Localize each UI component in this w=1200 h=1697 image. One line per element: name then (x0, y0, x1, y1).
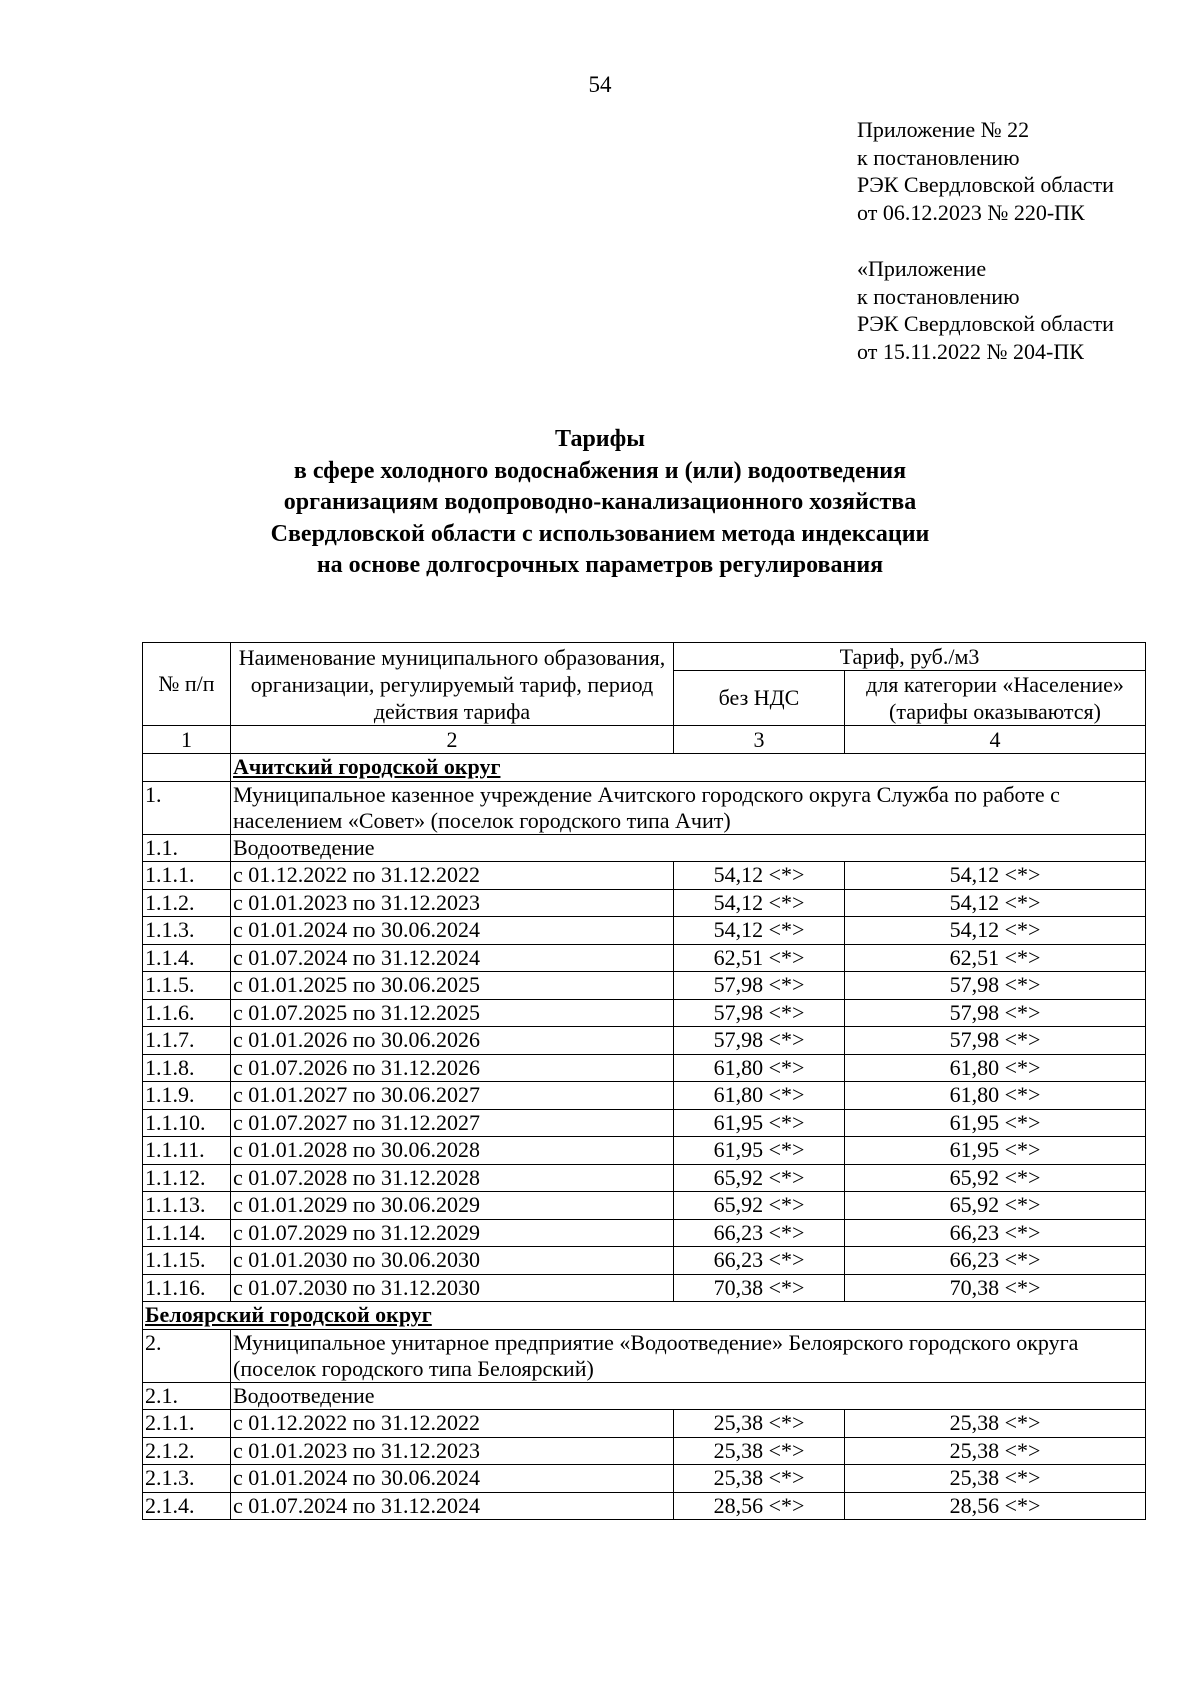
row-number: 1.1.2. (143, 889, 231, 917)
tariff-no-vat: 57,98 <*> (674, 972, 845, 1000)
tariff-period: с 01.01.2026 по 30.06.2026 (231, 1027, 674, 1055)
row-number: 1.1.8. (143, 1054, 231, 1082)
tariff-period: с 01.01.2024 по 30.06.2024 (231, 1465, 674, 1493)
tariff-period: с 01.07.2025 по 31.12.2025 (231, 999, 674, 1027)
tariff-row (143, 1192, 1146, 1220)
tariff-period: с 01.07.2026 по 31.12.2026 (231, 1054, 674, 1082)
organization-row (143, 1329, 1146, 1382)
tariff-no-vat: 61,80 <*> (674, 1054, 845, 1082)
appendix-line: к постановлению (857, 144, 1020, 170)
tariff-period: с 01.07.2029 по 31.12.2029 (231, 1219, 674, 1247)
tariff-row (143, 1410, 1146, 1438)
tariff-population: 54,12 <*> (845, 917, 1146, 945)
document-title (0, 424, 1200, 582)
header-row (143, 643, 1146, 671)
page-number: 54 (588, 72, 612, 97)
tariff-row (143, 1027, 1146, 1055)
row-number: 2.1.3. (143, 1465, 231, 1493)
appendix-line: к постановлению (857, 283, 1020, 309)
tariff-no-vat: 57,98 <*> (674, 1027, 845, 1055)
row-number: 1.1.7. (143, 1027, 231, 1055)
tariff-no-vat: 61,95 <*> (674, 1109, 845, 1137)
tariff-table-body (143, 643, 1146, 1520)
appendix-line: от 15.11.2022 № 204-ПК (857, 338, 1084, 364)
service-name: Водоотведение (231, 834, 1146, 862)
tariff-population: 61,95 <*> (845, 1137, 1146, 1165)
row-number: 1.1.15. (143, 1247, 231, 1275)
tariff-population: 66,23 <*> (845, 1247, 1146, 1275)
row-number: 1.1.14. (143, 1219, 231, 1247)
row-number: 1.1.13. (143, 1192, 231, 1220)
tariff-population: 61,80 <*> (845, 1054, 1146, 1082)
section-title: Белоярский городской округ (143, 1302, 1146, 1330)
tariff-population: 25,38 <*> (845, 1437, 1146, 1465)
header-num: № п/п (143, 643, 231, 726)
title-line: Тарифы (555, 426, 645, 452)
section-title-row (143, 754, 1146, 782)
tariff-no-vat: 54,12 <*> (674, 862, 845, 890)
tariff-no-vat: 25,38 <*> (674, 1437, 845, 1465)
tariff-table (142, 642, 1146, 1520)
tariff-period: с 01.01.2023 по 31.12.2023 (231, 889, 674, 917)
tariff-row (143, 1247, 1146, 1275)
tariff-period: с 01.01.2029 по 30.06.2029 (231, 1192, 674, 1220)
column-number: 3 (674, 726, 845, 754)
tariff-population: 25,38 <*> (845, 1465, 1146, 1493)
tariff-period: с 01.01.2028 по 30.06.2028 (231, 1137, 674, 1165)
tariff-row (143, 1219, 1146, 1247)
organization-name: Муниципальное казенное учреждение Ачитского городского округа Служба по работе с населением «Совет» (поселок городского типа Ачит) (231, 781, 1146, 834)
service-row (143, 1382, 1146, 1410)
tariff-row (143, 1082, 1146, 1110)
tariff-population: 54,12 <*> (845, 889, 1146, 917)
tariff-population: 25,38 <*> (845, 1410, 1146, 1438)
tariff-period: с 01.07.2028 по 31.12.2028 (231, 1164, 674, 1192)
row-number: 1.1.12. (143, 1164, 231, 1192)
row-number: 1.1.6. (143, 999, 231, 1027)
tariff-row (143, 972, 1146, 1000)
service-num: 1.1. (143, 834, 231, 862)
tariff-no-vat: 65,92 <*> (674, 1164, 845, 1192)
organization-num: 2. (143, 1329, 231, 1382)
tariff-period: с 01.12.2022 по 31.12.2022 (231, 1410, 674, 1438)
tariff-period: с 01.07.2027 по 31.12.2027 (231, 1109, 674, 1137)
tariff-row (143, 1109, 1146, 1137)
organization-name: Муниципальное унитарное предприятие «Водоотведение» Белоярского городского округа (поселок городского типа Белоярский) (231, 1329, 1146, 1382)
tariff-population: 28,56 <*> (845, 1492, 1146, 1520)
tariff-row (143, 917, 1146, 945)
appendix-line: РЭК Свердловской области (857, 172, 1114, 197)
tariff-population: 57,98 <*> (845, 999, 1146, 1027)
tariff-row (143, 1164, 1146, 1192)
tariff-population: 66,23 <*> (845, 1219, 1146, 1247)
row-number: 1.1.1. (143, 862, 231, 890)
tariff-no-vat: 25,38 <*> (674, 1410, 845, 1438)
tariff-period: с 01.01.2027 по 30.06.2027 (231, 1082, 674, 1110)
tariff-population: 70,38 <*> (845, 1274, 1146, 1302)
tariff-population: 57,98 <*> (845, 1027, 1146, 1055)
row-number: 1.1.10. (143, 1109, 231, 1137)
row-number: 2.1.2. (143, 1437, 231, 1465)
organization-num: 1. (143, 781, 231, 834)
title-line: организациям водопроводно-канализационного хозяйства (283, 489, 917, 515)
row-number: 1.1.11. (143, 1137, 231, 1165)
tariff-no-vat: 66,23 <*> (674, 1219, 845, 1247)
tariff-no-vat: 28,56 <*> (674, 1492, 845, 1520)
tariff-no-vat: 70,38 <*> (674, 1274, 845, 1302)
organization-row (143, 781, 1146, 834)
tariff-no-vat: 61,80 <*> (674, 1082, 845, 1110)
tariff-row (143, 862, 1146, 890)
tariff-row (143, 1437, 1146, 1465)
row-number: 1.1.4. (143, 944, 231, 972)
header-name: Наименование муниципального образования, организации, регулируемый тариф, период действия тарифа (231, 643, 674, 726)
tariff-row (143, 944, 1146, 972)
row-number: 1.1.5. (143, 972, 231, 1000)
tariff-period: с 01.07.2024 по 31.12.2024 (231, 944, 674, 972)
appendix-reference (857, 116, 1114, 226)
tariff-no-vat: 25,38 <*> (674, 1465, 845, 1493)
tariff-period: с 01.07.2024 по 31.12.2024 (231, 1492, 674, 1520)
tariff-population: 65,92 <*> (845, 1164, 1146, 1192)
tariff-no-vat: 61,95 <*> (674, 1137, 845, 1165)
tariff-period: с 01.07.2030 по 31.12.2030 (231, 1274, 674, 1302)
tariff-population: 65,92 <*> (845, 1192, 1146, 1220)
tariff-no-vat: 54,12 <*> (674, 889, 845, 917)
tariff-population: 62,51 <*> (845, 944, 1146, 972)
tariff-no-vat: 54,12 <*> (674, 917, 845, 945)
tariff-period: с 01.01.2025 по 30.06.2025 (231, 972, 674, 1000)
tariff-period: с 01.01.2030 по 30.06.2030 (231, 1247, 674, 1275)
service-row (143, 834, 1146, 862)
tariff-population: 61,80 <*> (845, 1082, 1146, 1110)
tariff-no-vat: 57,98 <*> (674, 999, 845, 1027)
column-number: 4 (845, 726, 1146, 754)
header-no-vat: без НДС (674, 671, 845, 726)
row-number: 1.1.9. (143, 1082, 231, 1110)
tariff-row (143, 1054, 1146, 1082)
tariff-no-vat: 66,23 <*> (674, 1247, 845, 1275)
tariff-period: с 01.12.2022 по 31.12.2022 (231, 862, 674, 890)
tariff-no-vat: 65,92 <*> (674, 1192, 845, 1220)
tariff-period: с 01.01.2024 по 30.06.2024 (231, 917, 674, 945)
tariff-row (143, 889, 1146, 917)
header-population: для категории «Население» (тарифы оказываются) (845, 671, 1146, 726)
tariff-population: 54,12 <*> (845, 862, 1146, 890)
tariff-row (143, 1137, 1146, 1165)
title-line: на основе долгосрочных параметров регулирования (316, 552, 884, 578)
header-tariff: Тариф, руб./м3 (674, 643, 1146, 671)
section-title-row (143, 1302, 1146, 1330)
title-line: Свердловской области с использованием метода индексации (270, 520, 930, 547)
empty-cell (143, 754, 231, 782)
column-number: 1 (143, 726, 231, 754)
appendix-line: РЭК Свердловской области (857, 311, 1114, 336)
appendix-line: «Приложение (857, 256, 987, 281)
appendix-line: от 06.12.2023 № 220-ПК (857, 199, 1085, 225)
tariff-population: 57,98 <*> (845, 972, 1146, 1000)
tariff-row (143, 1465, 1146, 1493)
service-num: 2.1. (143, 1382, 231, 1410)
original-appendix-reference (857, 255, 1114, 365)
column-number-row (143, 726, 1146, 754)
tariff-row (143, 999, 1146, 1027)
row-number: 1.1.16. (143, 1274, 231, 1302)
tariff-no-vat: 62,51 <*> (674, 944, 845, 972)
title-line: в сфере холодного водоснабжения и (или) водоотведения (293, 457, 907, 484)
row-number: 1.1.3. (143, 917, 231, 945)
service-name: Водоотведение (231, 1382, 1146, 1410)
tariff-population: 61,95 <*> (845, 1109, 1146, 1137)
row-number: 2.1.4. (143, 1492, 231, 1520)
row-number: 2.1.1. (143, 1410, 231, 1438)
tariff-period: с 01.01.2023 по 31.12.2023 (231, 1437, 674, 1465)
tariff-row (143, 1492, 1146, 1520)
section-title: Ачитский городской округ (231, 754, 1146, 782)
column-number: 2 (231, 726, 674, 754)
appendix-line: Приложение № 22 (857, 117, 1030, 142)
tariff-row (143, 1274, 1146, 1302)
